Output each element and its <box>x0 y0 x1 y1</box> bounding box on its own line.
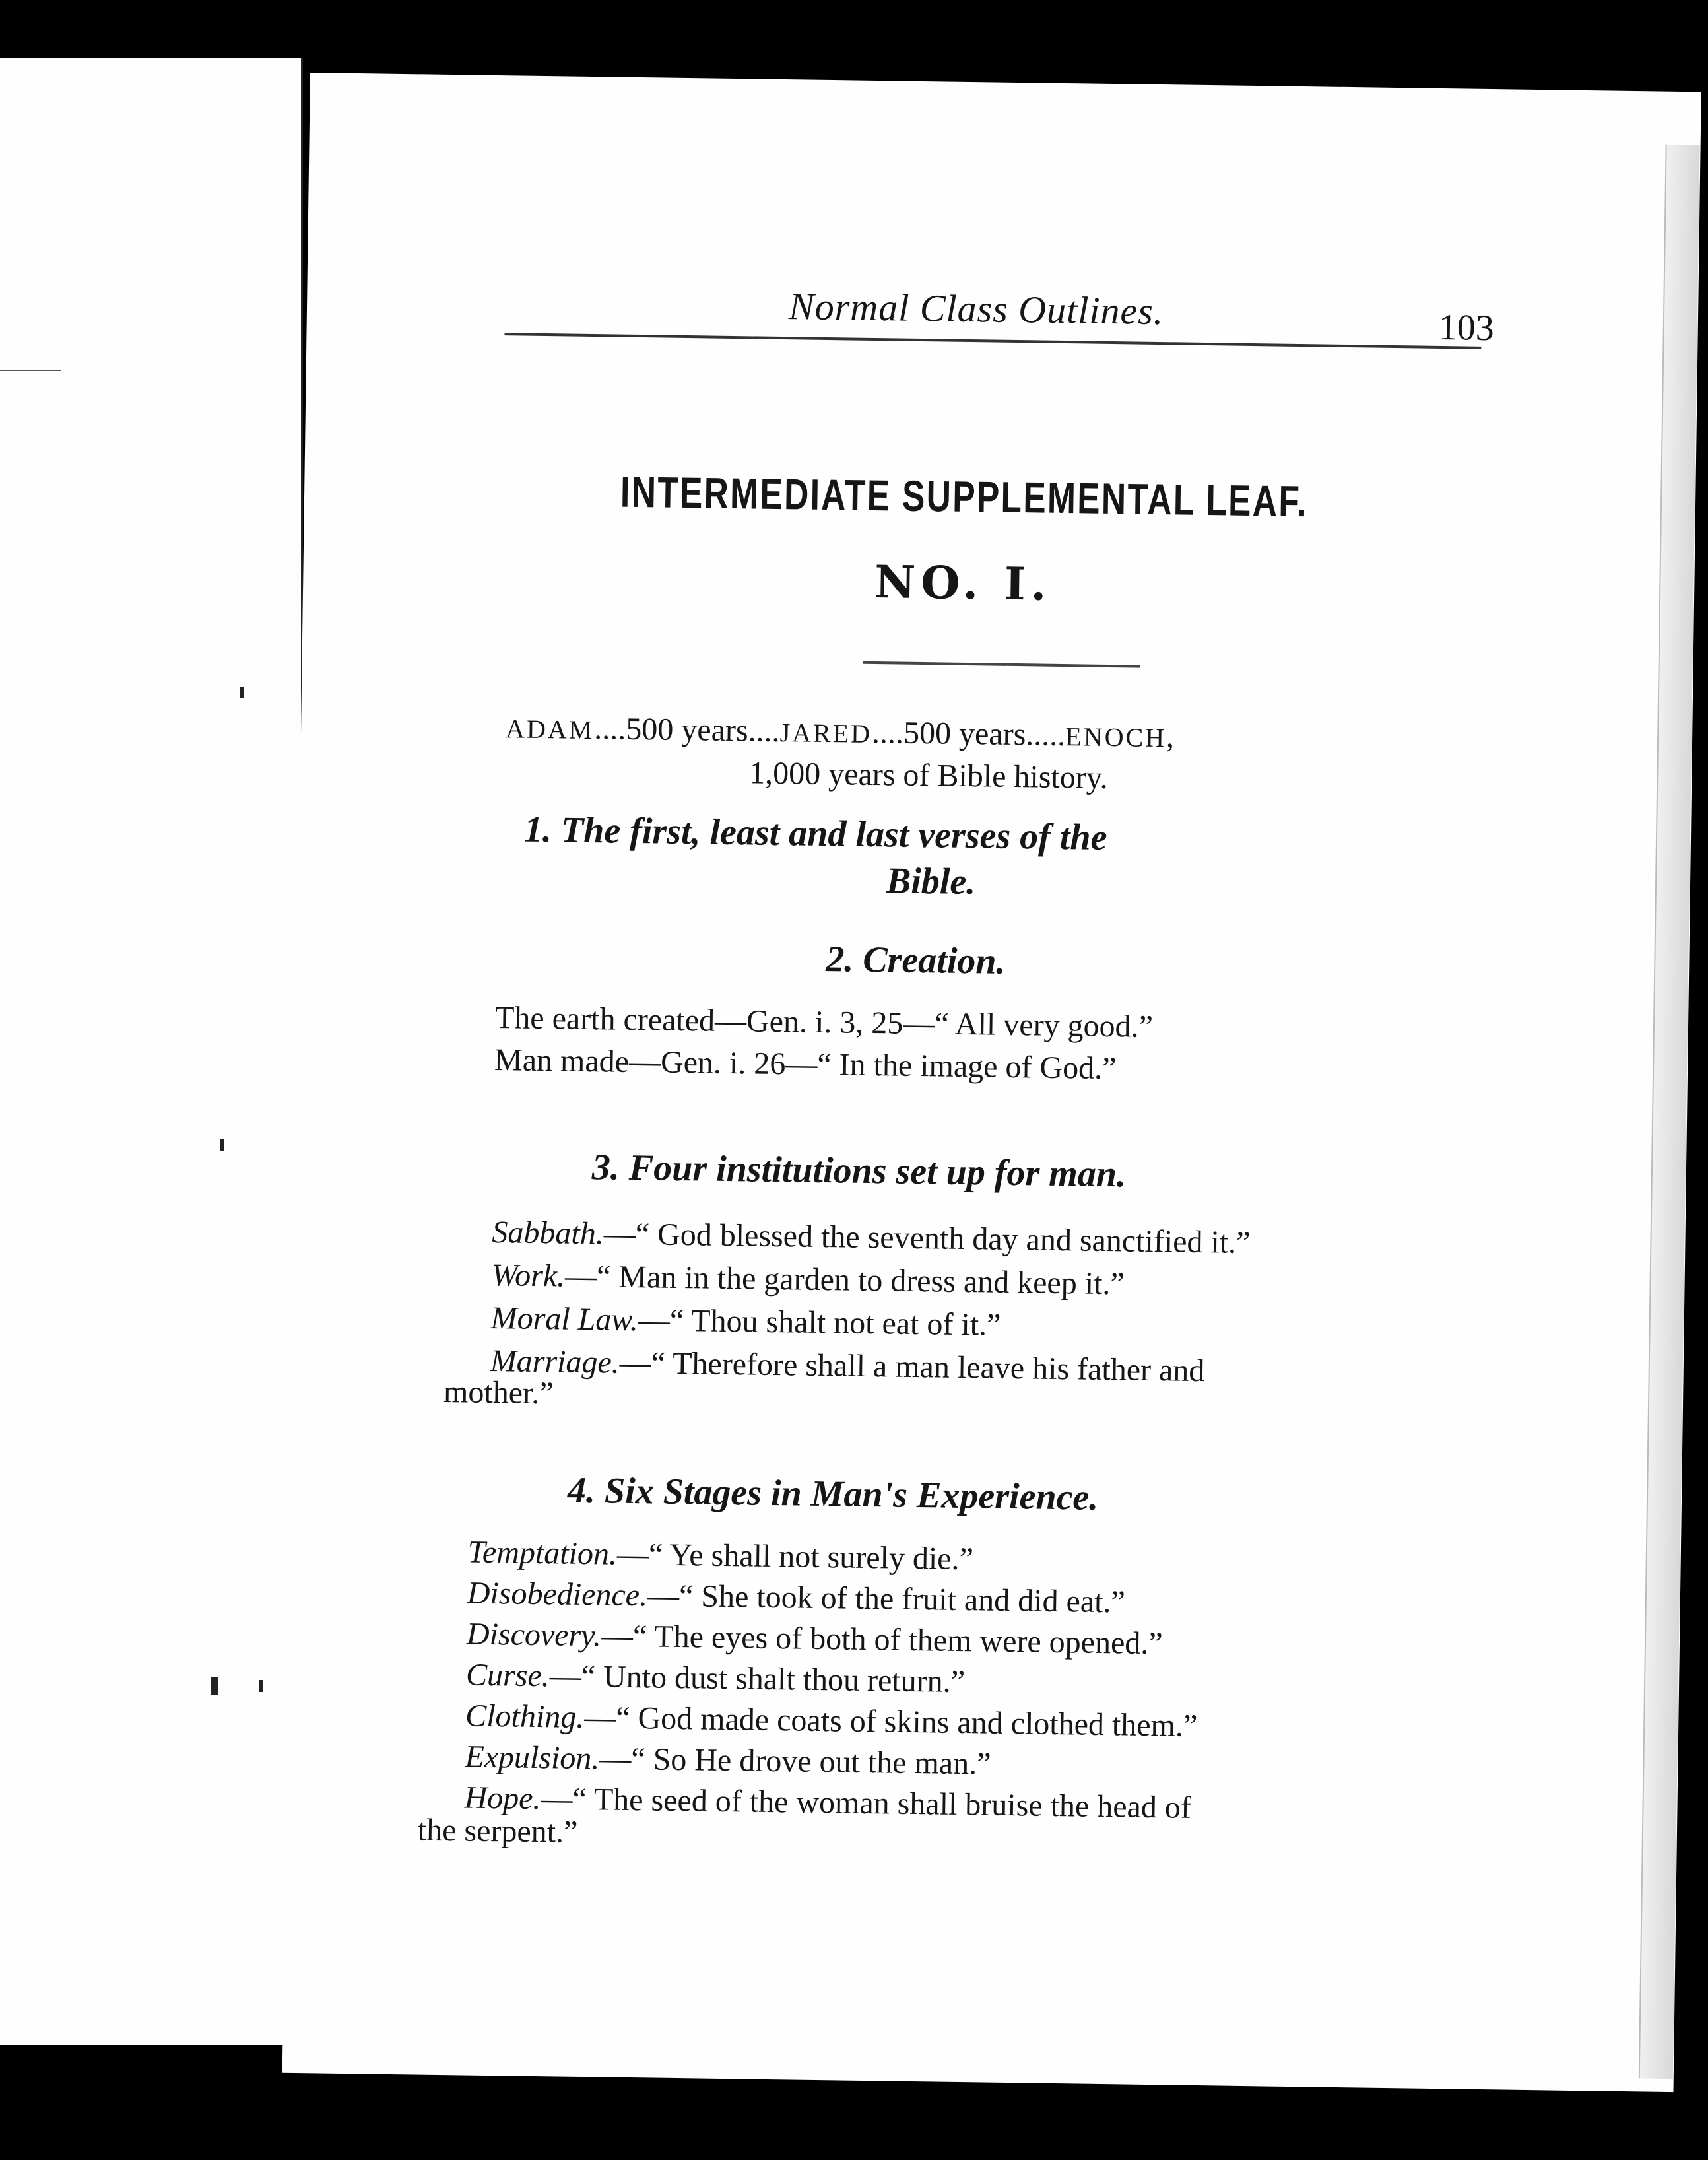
list-item <box>465 1698 1198 1744</box>
item-label: Temptation. <box>467 1534 618 1572</box>
item-label: Discovery. <box>466 1616 602 1654</box>
text-line: Man made—Gen. i. 26—“ In the image of God.” <box>494 1042 1117 1087</box>
item-label: Work. <box>491 1258 566 1294</box>
section-heading: 3. Four institutions set up for man. <box>591 1147 1127 1196</box>
item-text: —“ So He drove out the man.” <box>599 1741 991 1782</box>
section-heading: 4. Six Stages in Man's Experience. <box>567 1469 1099 1518</box>
gutter-mark <box>259 1680 263 1692</box>
list-item <box>465 1739 991 1782</box>
person-name: ADAM <box>505 714 595 745</box>
item-label: Marriage. <box>490 1343 620 1380</box>
person-name: JARED <box>779 718 872 749</box>
running-head <box>504 267 1567 354</box>
chronology-tail: , <box>1166 719 1175 755</box>
list-item <box>467 1575 1125 1621</box>
list-item <box>490 1343 1204 1389</box>
page-edge <box>1639 145 1700 2079</box>
list-item <box>491 1257 1125 1302</box>
item-text: —“ Ye shall not surely die.” <box>616 1536 974 1577</box>
section-heading: 2. Creation. <box>825 939 1006 982</box>
list-item-continued: the serpent.” <box>417 1812 578 1850</box>
gutter-mark <box>220 1139 224 1151</box>
item-text: —“ The seed of the woman shall bruise the head of <box>541 1781 1192 1825</box>
item-text: —“ Thou shalt not eat of it.” <box>638 1302 1001 1343</box>
person-name: ENOCH <box>1065 722 1167 753</box>
item-label: Hope. <box>464 1780 541 1817</box>
section-heading-continued: Bible. <box>886 860 976 903</box>
sub-title: NO. I. <box>874 556 1052 611</box>
text-line: The earth created—Gen. i. 3, 25—“ All very good.” <box>494 1000 1154 1044</box>
duration: ....500 years..... <box>871 714 1066 753</box>
item-text: —“ She took of the fruit and did eat.” <box>647 1578 1126 1620</box>
item-label: Moral Law. <box>490 1300 639 1338</box>
list-item <box>466 1657 966 1701</box>
item-text: —“ Man in the garden to dress and keep it.” <box>564 1258 1125 1302</box>
item-text: —“ Therefore shall a man leave his father and <box>619 1345 1205 1389</box>
title-rule <box>863 661 1140 668</box>
head-rule <box>504 333 1481 349</box>
item-label: Clothing. <box>465 1698 585 1736</box>
gutter-mark <box>240 687 244 698</box>
chronology-line-2: 1,000 years of Bible history. <box>748 755 1109 795</box>
list-item <box>490 1300 1001 1343</box>
list-item <box>492 1214 1251 1261</box>
page-number: 103 <box>1438 306 1495 349</box>
list-item <box>467 1534 973 1578</box>
item-text: —“ The eyes of both of them were opened.” <box>601 1618 1164 1662</box>
section-heading: 1. The first, least and last verses of the <box>523 809 1107 858</box>
list-item-continued: mother.” <box>443 1374 554 1411</box>
gutter-mark <box>211 1677 218 1695</box>
list-item <box>467 1616 1163 1662</box>
item-text: —“ God blessed the seventh day and sanctified it.” <box>603 1216 1251 1261</box>
item-text: —“ Unto dust shalt thou return.” <box>549 1658 966 1700</box>
left-page-mark <box>0 370 61 371</box>
item-label: Disobedience. <box>467 1575 648 1613</box>
duration: ....500 years.... <box>594 711 781 749</box>
item-label: Sabbath. <box>492 1215 605 1252</box>
item-text: —“ God made coats of skins and clothed them.” <box>583 1700 1198 1744</box>
chronology-line-1 <box>506 709 1175 755</box>
left-page <box>0 58 303 2045</box>
item-label: Expulsion. <box>465 1739 600 1776</box>
main-title: INTERMEDIATE SUPPLEMENTAL LEAF. <box>620 467 1309 526</box>
running-head-title: Normal Class Outlines. <box>788 285 1164 333</box>
book-page <box>282 73 1701 2092</box>
item-label: Curse. <box>465 1657 550 1694</box>
